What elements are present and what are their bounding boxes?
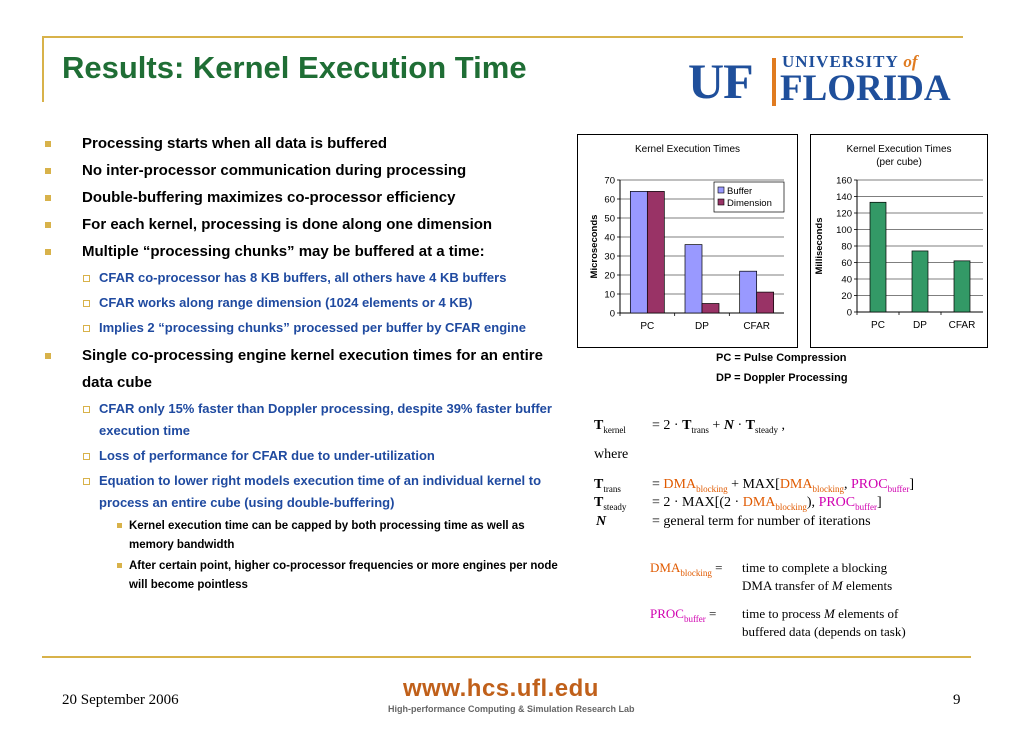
def-m: M <box>823 606 835 621</box>
x-tick-label: DP <box>695 321 709 332</box>
bar-per-cube-pc <box>870 202 886 312</box>
def-text: elements <box>842 578 893 593</box>
def-sub: blocking <box>680 567 712 578</box>
bullet-marker <box>45 222 51 228</box>
bullet-level-2 <box>44 398 564 442</box>
footer-url[interactable]: www.hcs.ufl.edu <box>403 675 599 702</box>
chart-milliseconds-per-cube <box>810 134 988 348</box>
eq-text: ] <box>909 477 915 492</box>
bullet-text: CFAR works along range dimension (1024 elements or 4 KB) <box>99 295 473 310</box>
chart-subtitle: (per cube) <box>876 157 922 168</box>
eq-sub: steady <box>603 501 627 512</box>
bullet-level-1 <box>44 342 564 396</box>
eq-text: , <box>843 477 851 492</box>
def-text: time to process <box>742 606 824 621</box>
y-tick-label: 60 <box>604 194 615 206</box>
def-dma: DMA <box>650 560 681 575</box>
frame-bottom-line <box>42 656 971 658</box>
note-dp: DP = Doppler Processing <box>716 372 848 384</box>
footer-lab-name: High-performance Computing & Simulation Research Lab <box>388 704 635 714</box>
eq-sub: trans <box>691 424 709 435</box>
eq-ttrans-lhs <box>594 477 621 494</box>
eq-t: T <box>745 418 755 433</box>
bullet-level-3 <box>44 557 564 595</box>
eq-t: T <box>594 418 604 433</box>
bullet-marker <box>45 141 51 147</box>
def-eq: = <box>711 560 723 575</box>
def-proc-term <box>650 606 716 624</box>
x-tick-label: CFAR <box>743 321 771 332</box>
y-tick-label: 0 <box>609 308 615 320</box>
bullet-text: No inter-processor communication during processing <box>82 162 467 179</box>
bullet-text: After certain point, higher co-processor frequencies or more engines per node will become pointless <box>129 560 558 591</box>
eq-text: + MAX[ <box>727 477 780 492</box>
eq-text: ] <box>876 495 882 510</box>
bullet-level-2 <box>44 445 564 467</box>
eq-tsteady-rhs <box>652 495 882 512</box>
bullet-marker <box>83 406 90 413</box>
y-tick-label: 20 <box>841 291 852 302</box>
page-number: 9 <box>953 692 961 708</box>
eq-tkernel-lhs <box>594 418 626 435</box>
bullet-level-1 <box>44 184 564 211</box>
eq-t: T <box>682 418 692 433</box>
eq-dma: DMA <box>779 477 813 492</box>
bar-dimension-pc <box>647 191 664 313</box>
eq-t: T <box>594 477 604 492</box>
bullet-level-2 <box>44 292 564 314</box>
bullet-marker <box>45 168 51 174</box>
eq-text: = 2 · MAX[(2 · <box>652 495 743 510</box>
y-tick-label: 10 <box>604 289 615 301</box>
bar-dimension-dp <box>702 304 719 314</box>
bullet-marker <box>117 563 122 568</box>
note-pc: PC = Pulse Compression <box>716 352 847 364</box>
y-tick-label: 60 <box>841 258 852 269</box>
def-eq: = <box>705 606 717 621</box>
def-proc: PROC <box>650 606 684 621</box>
eq-dma: DMA <box>742 495 776 510</box>
bullet-marker <box>117 523 122 528</box>
eq-sub: buffer <box>887 483 910 494</box>
def-text: elements of <box>834 606 899 621</box>
eq-text: + <box>708 418 724 433</box>
bar-buffer-pc <box>630 191 647 313</box>
bullet-marker <box>83 325 90 332</box>
y-tick-label: 70 <box>604 175 615 187</box>
bullet-level-3 <box>44 517 564 555</box>
bullet-text: Double-buffering maximizes co-processor efficiency <box>82 189 456 206</box>
eq-sub: kernel <box>603 424 626 435</box>
y-tick-label: 40 <box>604 232 615 244</box>
frame-top-line <box>42 36 963 38</box>
footer-date: 20 September 2006 <box>62 692 179 708</box>
eq-tsteady-lhs <box>594 495 626 512</box>
bullet-marker <box>45 195 51 201</box>
y-tick-label: 80 <box>841 241 852 253</box>
eq-dma: DMA <box>663 477 697 492</box>
def-proc-line1 <box>742 606 898 622</box>
eq-text: , <box>777 418 785 433</box>
bullet-level-1 <box>44 130 564 157</box>
legend-swatch <box>718 199 724 205</box>
def-proc-line2: buffered data (depends on task) <box>742 624 906 639</box>
def-dma-line1: time to complete a blocking <box>742 560 888 575</box>
chart-svg <box>578 135 797 347</box>
logo-florida: FLORIDA <box>780 68 951 109</box>
bullet-text: For each kernel, processing is done along one dimension <box>82 216 493 233</box>
bullet-level-2 <box>44 267 564 289</box>
logo-divider <box>772 58 776 106</box>
eq-ttrans-rhs <box>652 477 914 494</box>
eq-tkernel-rhs <box>652 418 785 435</box>
x-tick-label: PC <box>871 320 885 331</box>
bullet-text: Processing starts when all data is buffered <box>82 135 388 152</box>
bar-per-cube-cfar <box>954 261 970 312</box>
bullet-text: Multiple “processing chunks” may be buffered at a time: <box>82 243 485 260</box>
bullet-level-1 <box>44 211 564 238</box>
bar-buffer-dp <box>685 245 702 313</box>
eq-n: N <box>596 514 607 529</box>
y-tick-label: 20 <box>604 270 615 282</box>
bar-per-cube-dp <box>912 251 928 312</box>
x-tick-label: DP <box>913 320 927 331</box>
bullet-marker <box>83 478 90 485</box>
chart-microseconds <box>577 134 798 348</box>
chart-title: Kernel Execution Times <box>846 144 952 155</box>
eq-sub: buffer <box>855 501 877 512</box>
frame-left-line <box>42 36 44 102</box>
bullet-text: CFAR co-processor has 8 KB buffers, all others have 4 KB buffers <box>99 270 507 285</box>
y-tick-label: 100 <box>836 225 852 236</box>
eq-proc: PROC <box>818 495 856 510</box>
bullet-text: Implies 2 “processing chunks” processed per buffer by CFAR engine <box>99 320 526 335</box>
bullet-level-2 <box>44 470 564 514</box>
bullet-marker <box>83 275 90 282</box>
eq-sub: blocking <box>812 483 844 494</box>
chart-svg <box>811 135 987 347</box>
eq-text: · <box>733 418 746 433</box>
bar-dimension-cfar <box>757 292 774 313</box>
legend-swatch <box>718 187 724 193</box>
eq-text: = 2 · <box>652 418 683 433</box>
legend-label: Buffer <box>727 186 753 197</box>
eq-sub: blocking <box>696 483 728 494</box>
legend-label: Dimension <box>727 198 772 209</box>
eq-n-lhs <box>596 514 606 530</box>
x-tick-label: CFAR <box>948 320 976 331</box>
bullet-marker <box>83 453 90 460</box>
chart-title: Kernel Execution Times <box>634 144 741 155</box>
eq-text: = <box>652 477 664 492</box>
bar-buffer-cfar <box>740 271 757 313</box>
bullet-list <box>44 130 564 597</box>
slide-title: Results: Kernel Execution Time <box>62 50 527 85</box>
bullet-level-1 <box>44 157 564 184</box>
bullet-text: Loss of performance for CFAR due to under-utilization <box>99 448 435 463</box>
eq-n-def: = general term for number of iterations <box>652 514 871 529</box>
bullet-level-2 <box>44 317 564 339</box>
def-m: M <box>831 578 843 593</box>
x-tick-label: PC <box>640 321 655 332</box>
bullet-marker <box>83 300 90 307</box>
bullet-marker <box>45 353 51 359</box>
y-tick-label: 50 <box>604 213 615 225</box>
logo-uf: UF <box>688 53 753 109</box>
eq-n: N <box>723 418 734 433</box>
y-tick-label: 30 <box>604 251 615 263</box>
bullet-text: Kernel execution time can be capped by both processing time as well as memory bandwidth <box>129 520 525 551</box>
eq-sub: blocking <box>775 501 807 512</box>
bullet-text: Single co-processing engine kernel execution times for an entire data cube <box>82 347 543 391</box>
def-dma-line2 <box>742 578 892 594</box>
bullet-marker <box>45 249 51 255</box>
y-axis-label: Microseconds <box>589 214 600 279</box>
logo-university-text: UNIVERSITY <box>782 52 899 71</box>
y-tick-label: 120 <box>836 208 852 220</box>
eq-text: ), <box>806 495 819 510</box>
y-tick-label: 40 <box>841 274 852 286</box>
eq-sub: trans <box>603 483 621 494</box>
bullet-text: Equation to lower right models execution time of an individual kernel to process an entire cube (using double-buffering) <box>99 473 542 510</box>
eq-t: T <box>594 495 604 510</box>
eq-proc: PROC <box>850 477 888 492</box>
y-tick-label: 0 <box>846 307 852 319</box>
def-sub: buffer <box>683 613 706 624</box>
uf-logo <box>688 52 970 108</box>
def-text: DMA transfer of <box>742 578 832 593</box>
y-axis-label: Milliseconds <box>814 217 825 275</box>
bullet-text: CFAR only 15% faster than Doppler processing, despite 39% faster buffer execution time <box>99 401 552 438</box>
logo-of: of <box>903 52 918 71</box>
y-tick-label: 160 <box>836 175 852 187</box>
eq-where: where <box>594 447 629 462</box>
def-dma-term <box>650 560 722 578</box>
y-tick-label: 140 <box>836 192 852 203</box>
bullet-level-1 <box>44 238 564 265</box>
eq-sub: steady <box>754 424 778 435</box>
